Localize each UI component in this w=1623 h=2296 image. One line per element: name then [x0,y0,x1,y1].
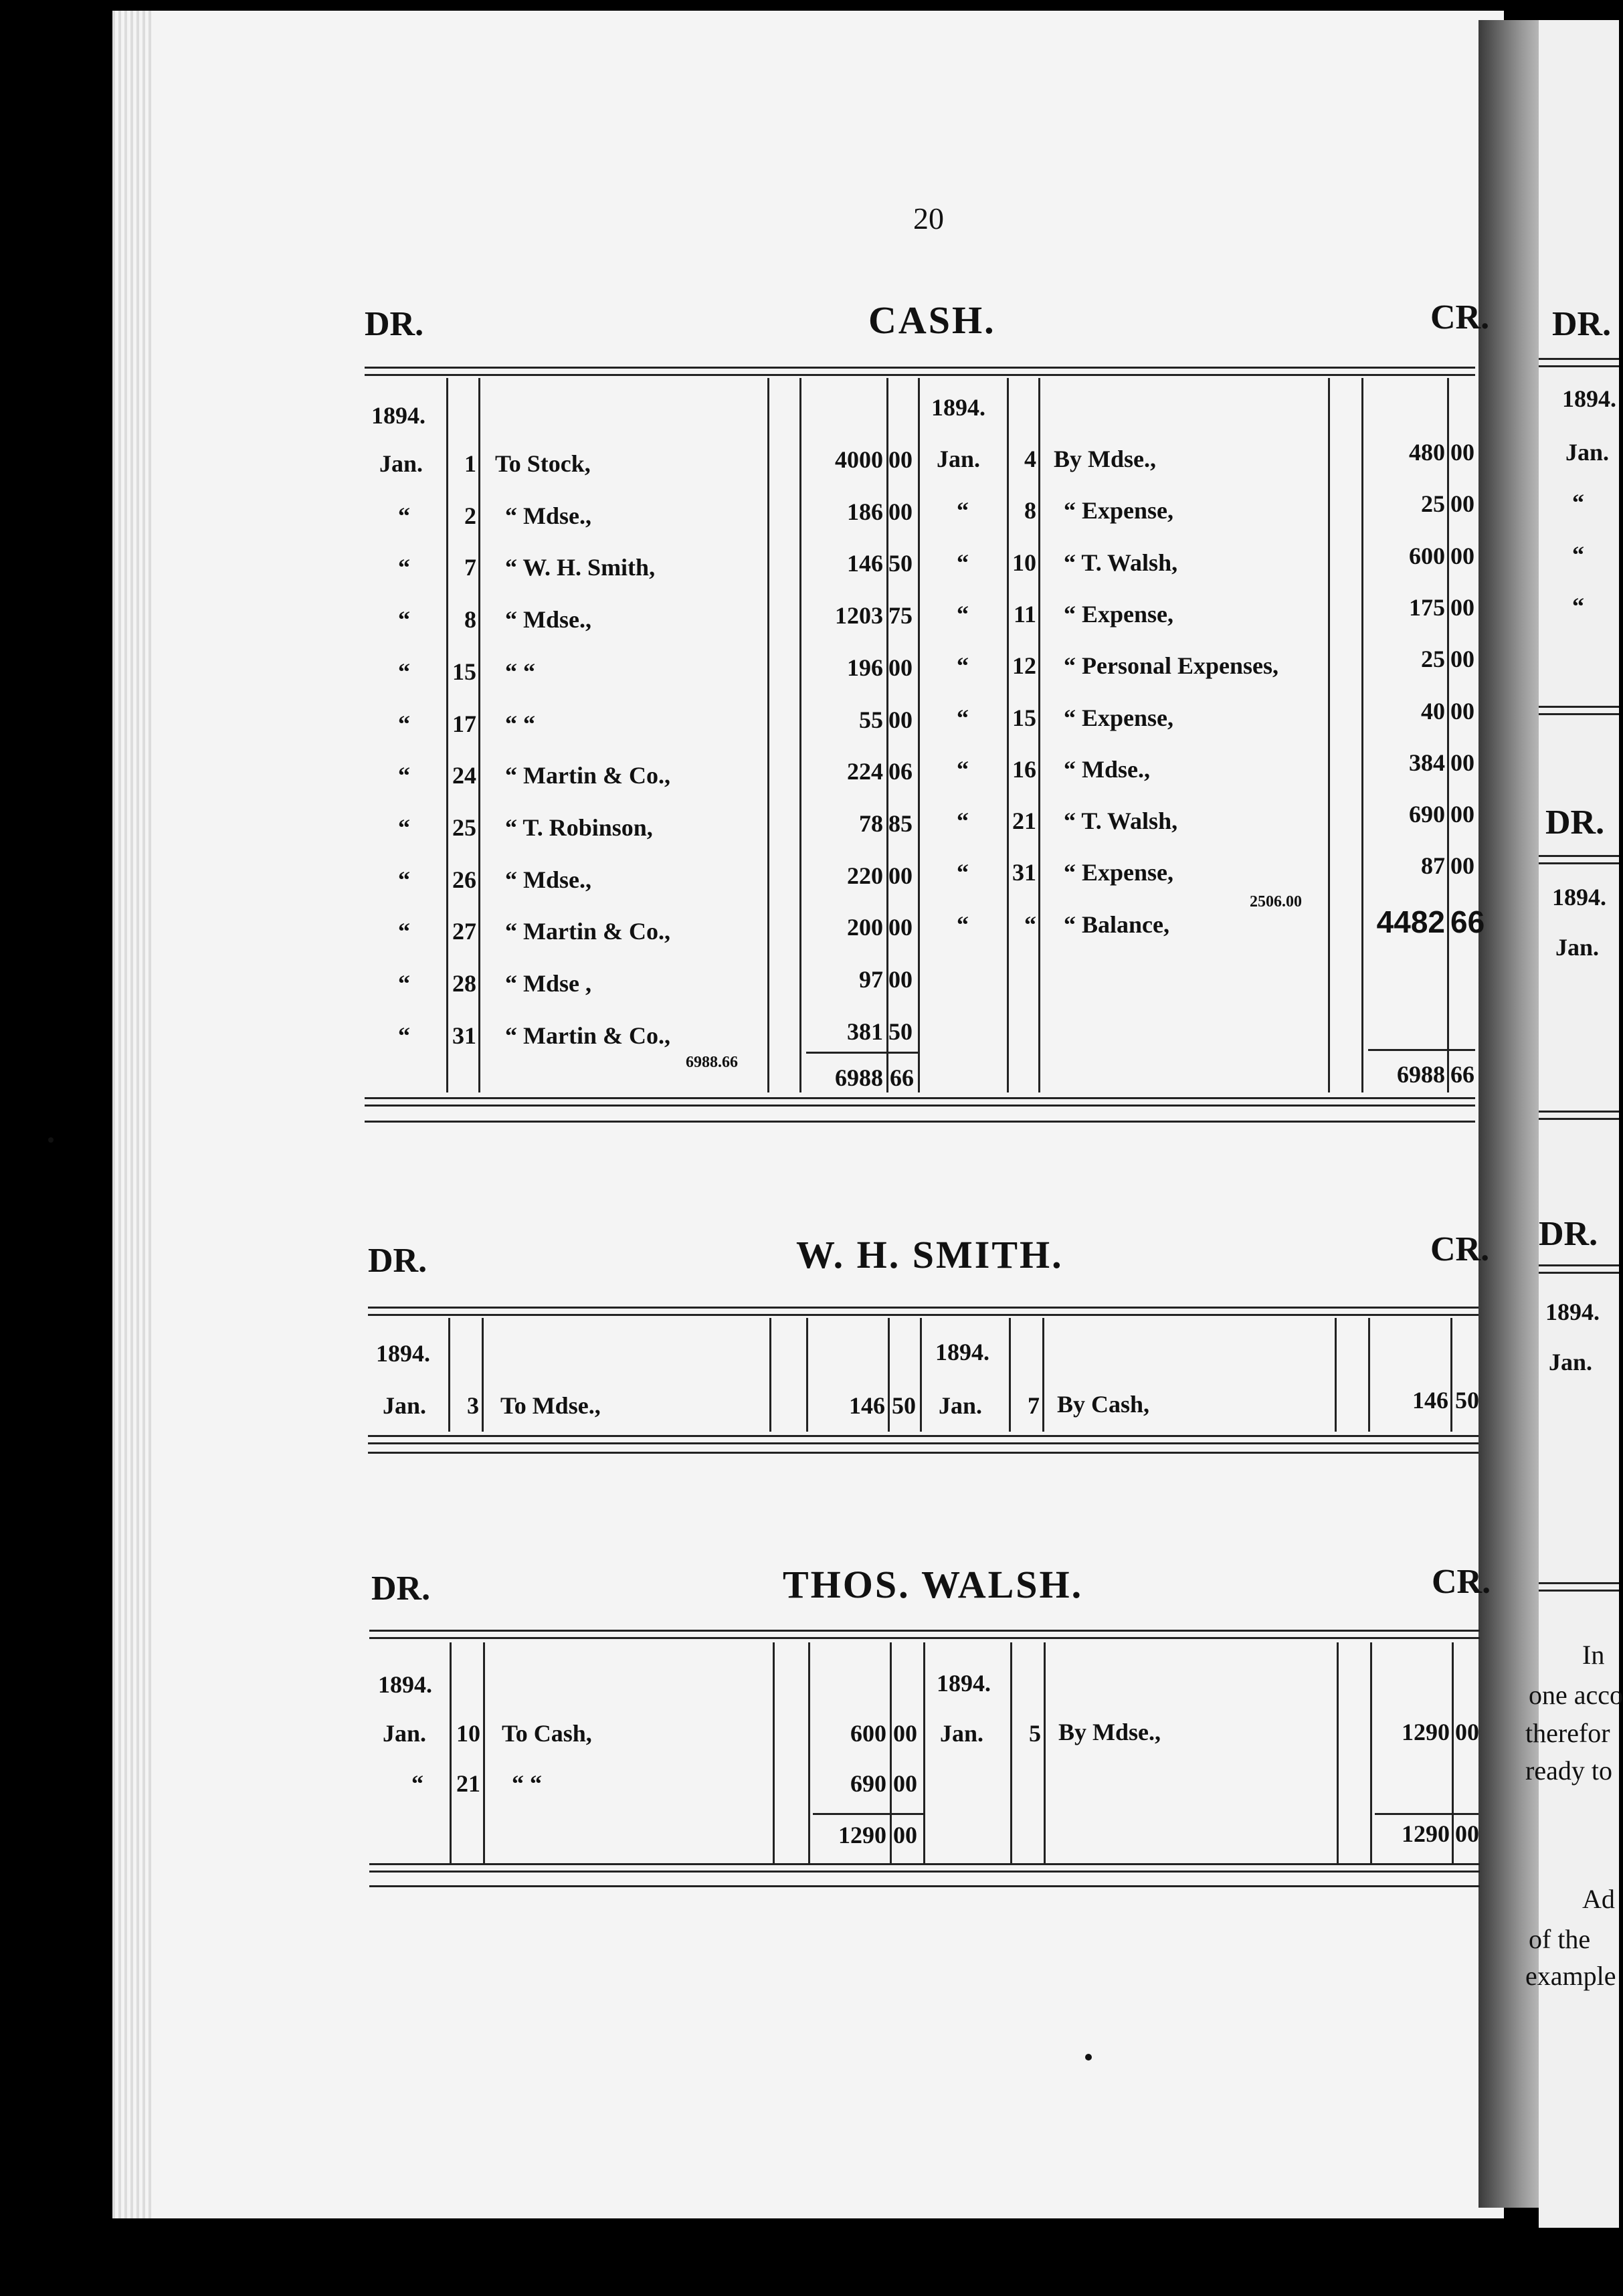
walsh-credit-year: 1894. [937,1670,991,1697]
cash-debit-day: 26 [452,866,476,893]
cash-debit-dollars: 146 [847,550,883,577]
facing-dr-label-2: DR. [1545,803,1605,842]
cash-credit-dollars: 384 [1409,749,1445,776]
cash-bottom-rule [365,1097,1475,1107]
smith-debit-year: 1894. [376,1340,430,1367]
cash-debit-desc: “ Mdse., [505,866,591,893]
facing-dr-label-1: DR. [1552,305,1612,343]
cash-debit-cents: 00 [888,914,913,941]
cash-credit-dollars: 175 [1409,593,1445,621]
cash-debit-dollars: 186 [847,498,883,525]
cash-credit-month: “ [957,755,969,783]
walsh-debit-day: 10 [456,1720,480,1747]
walsh-dr-label: DR. [371,1569,431,1608]
cash-credit-desc: “ Expense, [1064,859,1174,886]
cash-debit-dollars: 200 [847,914,883,941]
cash-credit-day: 16 [1012,755,1036,783]
cash-rule [1328,378,1330,1092]
cash-title: CASH. [868,298,996,342]
cash-credit-cents: 66 [1450,904,1485,939]
cash-debit-desc: “ “ [505,710,535,737]
cash-debit-desc: “ Mdse., [505,606,591,634]
cash-credit-day: 4 [1024,446,1036,472]
smith-debit-dollars: 146 [849,1392,885,1419]
cash-debit-desc: “ Martin & Co., [505,762,670,789]
walsh-rule [1452,1642,1454,1863]
facing-ditto: “ [1572,541,1584,568]
walsh-debit-dollars: 690 [850,1770,886,1797]
cash-debit-total-cents: 66 [890,1064,914,1091]
cash-debit-cents: 50 [888,550,913,577]
cash-debit-day: 25 [452,814,476,841]
walsh-credit-day: 5 [1029,1720,1041,1747]
cash-debit-desc: “ Martin & Co., [505,1022,670,1049]
cash-debit-desc: To Stock, [495,450,591,477]
walsh-debit-total-cents: 00 [893,1822,917,1848]
smith-credit-month: Jan. [939,1392,983,1419]
cash-credit-dollars: 480 [1409,439,1445,466]
cash-credit-dollars: 87 [1421,852,1445,880]
cash-credit-day: “ [1024,911,1036,938]
cash-debit-day: 24 [452,762,476,789]
cash-credit-total-dollars: 6988 [1397,1061,1445,1088]
cash-debit-desc: “ Martin & Co., [505,918,670,945]
cash-debit-month: “ [398,762,410,789]
facing-text-line: Ad [1582,1884,1615,1914]
cash-debit-dollars: 55 [859,706,883,733]
facing-text-line: therefor [1525,1718,1610,1748]
walsh-cr-label: CR. [1432,1563,1491,1601]
cash-debit-dollars: 4000 [835,446,883,473]
smith-rule [920,1318,922,1432]
cash-debit-desc: “ “ [505,658,535,685]
facing-text-line: In [1582,1640,1605,1670]
cash-debit-dollars: 196 [847,654,883,681]
facing-ditto: “ [1572,593,1584,619]
cash-rule [1007,378,1009,1092]
walsh-debit-sum-rule [813,1813,923,1815]
cash-credit-desc: By Mdse., [1054,446,1156,472]
page-edges [112,11,153,2218]
smith-debit-desc: To Mdse., [500,1392,601,1419]
cash-credit-day: 10 [1012,549,1036,576]
walsh-top-rule [369,1630,1480,1639]
smith-cr-label: CR. [1430,1230,1490,1268]
cash-debit-desc: “ W. H. Smith, [505,554,656,581]
scan-speck [48,1137,54,1143]
facing-text-line: of the [1529,1924,1591,1954]
cash-debit-day: 7 [464,554,476,581]
cash-credit-month: “ [957,807,969,835]
cash-cr-label: CR. [1430,298,1490,337]
facing-month-1: Jan. [1565,439,1610,466]
cash-debit-cents: 00 [888,498,913,525]
smith-credit-dollars: 146 [1412,1387,1448,1414]
cash-debit-dollars: 78 [859,809,883,837]
walsh-rule [450,1642,452,1863]
cash-credit-day: 21 [1012,807,1036,835]
facing-year-1: 1894. [1562,385,1616,412]
smith-rule [769,1318,771,1432]
cash-credit-month: Jan. [937,446,981,472]
walsh-rule [773,1642,775,1863]
walsh-credit-month: Jan. [940,1720,984,1747]
cash-credit-cents: 00 [1450,593,1474,621]
walsh-rule [890,1642,892,1863]
cash-credit-desc: “ T. Walsh, [1064,807,1178,835]
cash-credit-sum-rule [1368,1049,1475,1051]
cash-credit-cents: 00 [1450,697,1474,725]
smith-bottom-rule [368,1452,1478,1454]
cash-debit-day: 27 [452,918,476,945]
cash-credit-desc: “ Mdse., [1064,755,1150,783]
cash-debit-month: “ [398,866,410,893]
cash-credit-desc: “ Expense, [1064,497,1174,524]
smith-rule [1335,1318,1337,1432]
smith-bottom-rule [368,1435,1478,1444]
walsh-debit-year: 1894. [378,1671,432,1698]
facing-rule [1539,1111,1619,1120]
cash-debit-cents: 50 [888,1018,913,1045]
cash-debit-day: 31 [452,1022,476,1049]
cash-debit-year: 1894. [371,402,425,429]
cash-credit-total-cents: 66 [1450,1061,1474,1088]
walsh-debit-cents: 00 [893,1720,917,1747]
cash-debit-month: “ [398,970,410,997]
cash-rule [1038,378,1040,1092]
smith-top-rule [368,1307,1478,1316]
cash-debit-month: “ [398,710,410,737]
cash-credit-cents: 00 [1450,801,1474,828]
smith-debit-day: 3 [467,1392,479,1419]
cash-debit-day: 15 [452,658,476,685]
walsh-rule [1044,1642,1046,1863]
walsh-credit-sum-rule [1375,1813,1478,1815]
smith-debit-month: Jan. [383,1392,427,1419]
cash-credit-dollars: 25 [1421,646,1445,673]
scan-speck [1085,2054,1092,2061]
cash-debit-day: 17 [452,710,476,737]
smith-rule [482,1318,484,1432]
cash-rule [1447,378,1449,1092]
facing-rule [1539,855,1619,864]
facing-rule [1539,1582,1619,1592]
cash-credit-day: 12 [1012,652,1036,680]
cash-dr-label: DR. [365,305,424,343]
smith-title: W. H. SMITH. [796,1233,1064,1276]
cash-debit-pencil-note: 6988.66 [686,1054,738,1071]
cash-credit-month: “ [957,911,969,938]
cash-debit-cents: 00 [888,654,913,681]
cash-credit-month: “ [957,652,969,680]
cash-credit-day: 8 [1024,497,1036,524]
cash-debit-day: 1 [464,450,476,477]
cash-credit-month: “ [957,859,969,886]
walsh-credit-dollars: 1290 [1402,1719,1450,1745]
cash-credit-day: 11 [1013,600,1036,628]
walsh-debit-total-dollars: 1290 [838,1822,886,1848]
cash-credit-cents: 00 [1450,542,1474,569]
cash-credit-cents: 00 [1450,439,1474,466]
cash-debit-month: “ [398,554,410,581]
facing-rule [1539,706,1619,715]
cash-debit-desc: “ T. Robinson, [505,814,653,841]
smith-rule [888,1318,890,1432]
facing-rule [1539,358,1619,367]
cash-debit-day: 2 [464,502,476,529]
smith-credit-day: 7 [1028,1392,1040,1419]
cash-credit-cents: 00 [1450,646,1474,673]
walsh-credit-total-cents: 00 [1455,1820,1479,1847]
walsh-debit-day: 21 [456,1770,480,1797]
cash-credit-dollars: 690 [1409,801,1445,828]
facing-month-3: Jan. [1549,1349,1593,1375]
smith-credit-cents: 50 [1455,1387,1479,1414]
cash-credit-cents: 00 [1450,490,1474,518]
cash-debit-month: “ [398,918,410,945]
cash-rule [767,378,769,1092]
cash-credit-desc: “ Expense, [1064,600,1174,628]
cash-credit-day: 15 [1012,704,1036,731]
walsh-debit-dollars: 600 [850,1720,886,1747]
page-number: 20 [913,201,944,235]
cash-debit-day: 28 [452,970,476,997]
cash-credit-cents: 00 [1450,852,1474,880]
walsh-title: THOS. WALSH. [783,1563,1084,1606]
facing-dr-label-3: DR. [1539,1215,1598,1253]
cash-debit-dollars: 220 [847,862,883,889]
cash-debit-desc: “ Mdse., [505,502,591,529]
smith-debit-cents: 50 [892,1392,916,1419]
cash-debit-month: Jan. [379,450,423,477]
cash-rule [1361,378,1363,1092]
cash-top-rule [365,367,1475,376]
cash-credit-pencil-note: 2506.00 [1250,893,1302,911]
smith-credit-desc: By Cash, [1057,1391,1150,1418]
walsh-credit-total-dollars: 1290 [1402,1820,1450,1847]
cash-debit-cents: 06 [888,758,913,785]
cash-credit-cents: 00 [1450,749,1474,776]
walsh-rule [1337,1642,1339,1863]
cash-credit-desc: “ Balance, [1064,911,1169,938]
walsh-debit-month: “ [411,1770,423,1797]
cash-credit-month: “ [957,549,969,576]
cash-debit-month: “ [398,606,410,634]
facing-rule [1539,1264,1619,1274]
cash-credit-year: 1894. [931,394,985,421]
facing-ditto: “ [1572,489,1584,516]
cash-credit-day: 31 [1012,859,1036,886]
walsh-rule [1010,1642,1012,1863]
cash-debit-cents: 00 [888,446,913,473]
cash-debit-sum-rule [806,1052,918,1054]
cash-rule [918,378,920,1092]
cash-credit-desc: “ Expense, [1064,704,1174,731]
ledger-page [112,11,1504,2218]
cash-debit-month: “ [398,814,410,841]
cash-debit-month: “ [398,502,410,529]
cash-debit-cents: 00 [888,966,913,993]
cash-debit-desc: “ Mdse , [505,970,591,997]
cash-debit-month: “ [398,1022,410,1049]
facing-month-2: Jan. [1555,934,1600,961]
facing-year-2: 1894. [1552,884,1606,911]
cash-credit-month: “ [957,497,969,524]
smith-rule [1450,1318,1452,1432]
cash-debit-cents: 00 [888,862,913,889]
cash-credit-dollars: 600 [1409,542,1445,569]
walsh-bottom-rule [369,1863,1480,1873]
cash-credit-desc: “ T. Walsh, [1064,549,1178,576]
cash-debit-dollars: 224 [847,758,883,785]
cash-debit-dollars: 1203 [835,602,883,630]
cash-bottom-rule [365,1121,1475,1123]
walsh-credit-cents: 00 [1455,1719,1479,1745]
facing-text-line: one acco [1529,1680,1623,1710]
cash-credit-dollars: 25 [1421,490,1445,518]
cash-debit-month: “ [398,658,410,685]
cash-credit-dollars: 40 [1421,697,1445,725]
cash-credit-dollars: 4482 [1376,904,1445,939]
smith-dr-label: DR. [368,1242,427,1280]
cash-credit-month: “ [957,704,969,731]
cash-debit-dollars: 381 [847,1018,883,1045]
smith-credit-year: 1894. [935,1339,989,1365]
walsh-debit-month: Jan. [383,1720,427,1747]
walsh-bottom-rule [369,1885,1480,1887]
walsh-debit-desc: “ “ [512,1770,542,1797]
facing-year-3: 1894. [1545,1299,1600,1325]
facing-text-line: ready to [1525,1755,1612,1786]
smith-rule [1368,1318,1370,1432]
facing-page [1525,20,1623,2228]
cash-credit-desc: “ Personal Expenses, [1064,652,1279,680]
walsh-debit-desc: To Cash, [502,1720,592,1747]
cash-debit-cents: 75 [888,602,913,630]
cash-rule [478,378,480,1092]
cash-debit-dollars: 97 [859,966,883,993]
walsh-credit-desc: By Mdse., [1058,1719,1161,1745]
walsh-rule [483,1642,485,1863]
smith-rule [1042,1318,1044,1432]
cash-debit-cents: 85 [888,809,913,837]
cash-debit-cents: 00 [888,706,913,733]
walsh-rule [923,1642,925,1863]
cash-debit-day: 8 [464,606,476,634]
facing-text-line: example [1525,1961,1616,1991]
walsh-debit-cents: 00 [893,1770,917,1797]
cash-debit-total-dollars: 6988 [835,1064,883,1091]
cash-credit-month: “ [957,600,969,628]
